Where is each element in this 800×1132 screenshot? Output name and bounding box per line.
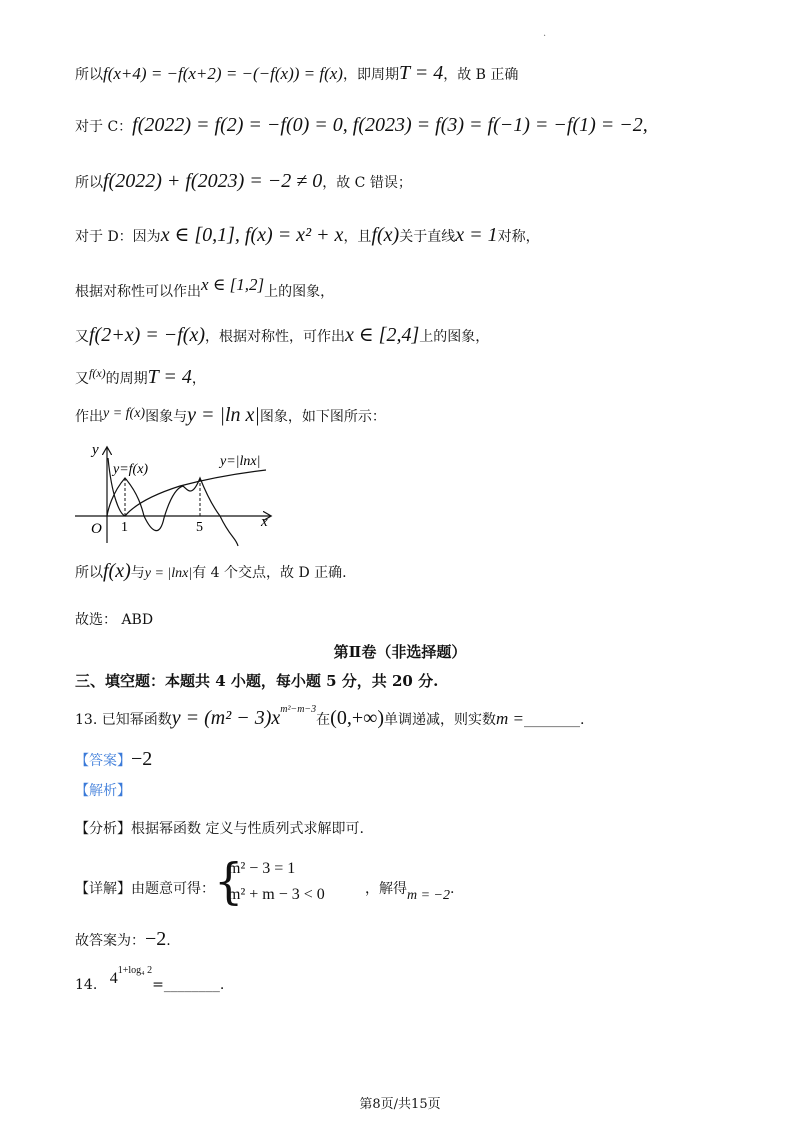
text: ，即周期 xyxy=(342,67,399,83)
text: 又 xyxy=(75,329,89,345)
text: 对于 C： xyxy=(75,119,133,135)
ln-label: y=|lnx| xyxy=(220,454,261,469)
math: y = |lnx| xyxy=(144,566,193,581)
f-label: y=f(x) xyxy=(113,462,149,477)
text: 图象与 xyxy=(145,409,188,425)
analysis-line: 【分析】根据幂函数 定义与性质列式求解即可. xyxy=(75,821,364,837)
system-brace: { xyxy=(214,852,244,910)
line-c xyxy=(75,114,648,137)
text: ，解得 xyxy=(365,881,407,897)
math: f(x+4) = −f(x+2) = −(−f(x)) = f(x) xyxy=(103,64,343,83)
equation-1: m² − 3 = 1 xyxy=(228,860,296,877)
math: x ∈ [2,4] xyxy=(345,324,420,346)
math: f(2022) = f(2) = −f(0) = 0, f(2023) = f(3) = f(−1) = −f(1) = −2, xyxy=(132,114,648,136)
question-13 xyxy=(75,704,584,730)
text: 所以 xyxy=(75,175,103,191)
answer-value: −2 xyxy=(131,748,153,770)
text: 图象，如下图所示： xyxy=(259,409,386,425)
answer-blank: =________. xyxy=(152,977,225,993)
math: f(x) xyxy=(89,366,106,380)
math: 4 xyxy=(109,970,118,987)
text: 14. xyxy=(75,977,98,993)
line-choice: 故选： ABD xyxy=(75,612,154,628)
line-d-result xyxy=(75,560,347,583)
math: (0,+∞) xyxy=(330,707,385,729)
text: 上的图象， xyxy=(419,329,490,345)
text: 作出 xyxy=(75,409,103,425)
final-answer xyxy=(75,928,171,951)
math: f(x) xyxy=(371,224,400,246)
answer-line xyxy=(75,748,152,771)
analysis-tag: 【解析】 xyxy=(75,783,131,799)
math: T = 4 xyxy=(398,62,444,84)
text: 上的图象， xyxy=(264,284,335,300)
detail-pre: 【详解】由题意可得： xyxy=(75,881,215,897)
math: y = |ln x| xyxy=(187,404,260,426)
text: 在 xyxy=(316,712,331,728)
math: 1+log₄ 2 xyxy=(117,965,153,976)
math: x ∈ [0,1], f(x) = x² + x xyxy=(160,224,344,246)
math: −2 xyxy=(145,928,167,950)
detail-result xyxy=(365,878,454,904)
text: ， xyxy=(191,371,206,387)
section-title: 第Ⅱ卷（非选择题） xyxy=(333,643,467,661)
math: m²−m−3 xyxy=(280,704,317,715)
text: 的周期 xyxy=(105,371,148,387)
math: f(x) xyxy=(103,560,131,582)
text: . xyxy=(450,881,455,897)
text: 13. 已知幂函数 xyxy=(75,712,172,728)
text: ，且 xyxy=(343,229,372,245)
tick-1: 1 xyxy=(121,520,128,535)
text: ，根据对称性，可作出 xyxy=(205,329,345,345)
text: 对称， xyxy=(497,229,540,245)
text: 又 xyxy=(75,371,89,387)
page-footer: 第8页/共15页 xyxy=(359,1097,441,1112)
question-14 xyxy=(75,965,224,993)
function-graph xyxy=(70,438,285,550)
y-axis-label: y xyxy=(92,442,99,458)
text: 所以 xyxy=(75,67,103,83)
answer-tag: 【答案】 xyxy=(75,753,131,769)
equation-2: m² + m − 3 < 0 xyxy=(228,886,325,903)
text: 对于 D：因为 xyxy=(75,229,161,245)
text: 有 4 个交点，故 D 正确. xyxy=(192,565,347,581)
tick-5: 5 xyxy=(196,520,203,535)
math: m = −2 xyxy=(407,888,451,903)
math: x = 1 xyxy=(455,224,498,246)
text: 与 xyxy=(130,565,145,581)
math: m = xyxy=(496,709,525,728)
math: y = (m² − 3)x xyxy=(171,707,281,729)
line-period xyxy=(75,62,518,85)
line-sym2 xyxy=(75,322,489,347)
line-plot-intro xyxy=(75,404,386,427)
text: . xyxy=(166,933,171,949)
line-sym1 xyxy=(75,275,334,301)
origin-label: O xyxy=(91,521,102,537)
text: ，故 C 错误； xyxy=(322,175,412,191)
header-mark: . xyxy=(543,28,547,39)
math: T = 4 xyxy=(147,366,192,388)
math: x ∈ [1,2] xyxy=(201,275,265,294)
text: 关于直线 xyxy=(399,229,456,245)
line-period2 xyxy=(75,366,206,389)
math: y = f(x) xyxy=(103,406,146,421)
part-three-heading: 三、填空题：本题共 4 小题，每小题 5 分，共 20 分. xyxy=(75,672,439,690)
line-d xyxy=(75,222,540,247)
text: ，故 B 正确 xyxy=(443,67,519,83)
text: 所以 xyxy=(75,565,103,581)
text: 根据对称性可以作出 xyxy=(75,284,201,300)
text: 故答案为： xyxy=(75,933,145,949)
math: f(2022) + f(2023) = −2 ≠ 0 xyxy=(103,170,323,192)
line-c-result xyxy=(75,170,412,193)
text: 单调递减，则实数 xyxy=(384,712,497,728)
answer-blank: ________. xyxy=(524,712,585,728)
math: f(2+x) = −f(x) xyxy=(89,324,205,346)
x-axis-label: x xyxy=(261,514,268,530)
